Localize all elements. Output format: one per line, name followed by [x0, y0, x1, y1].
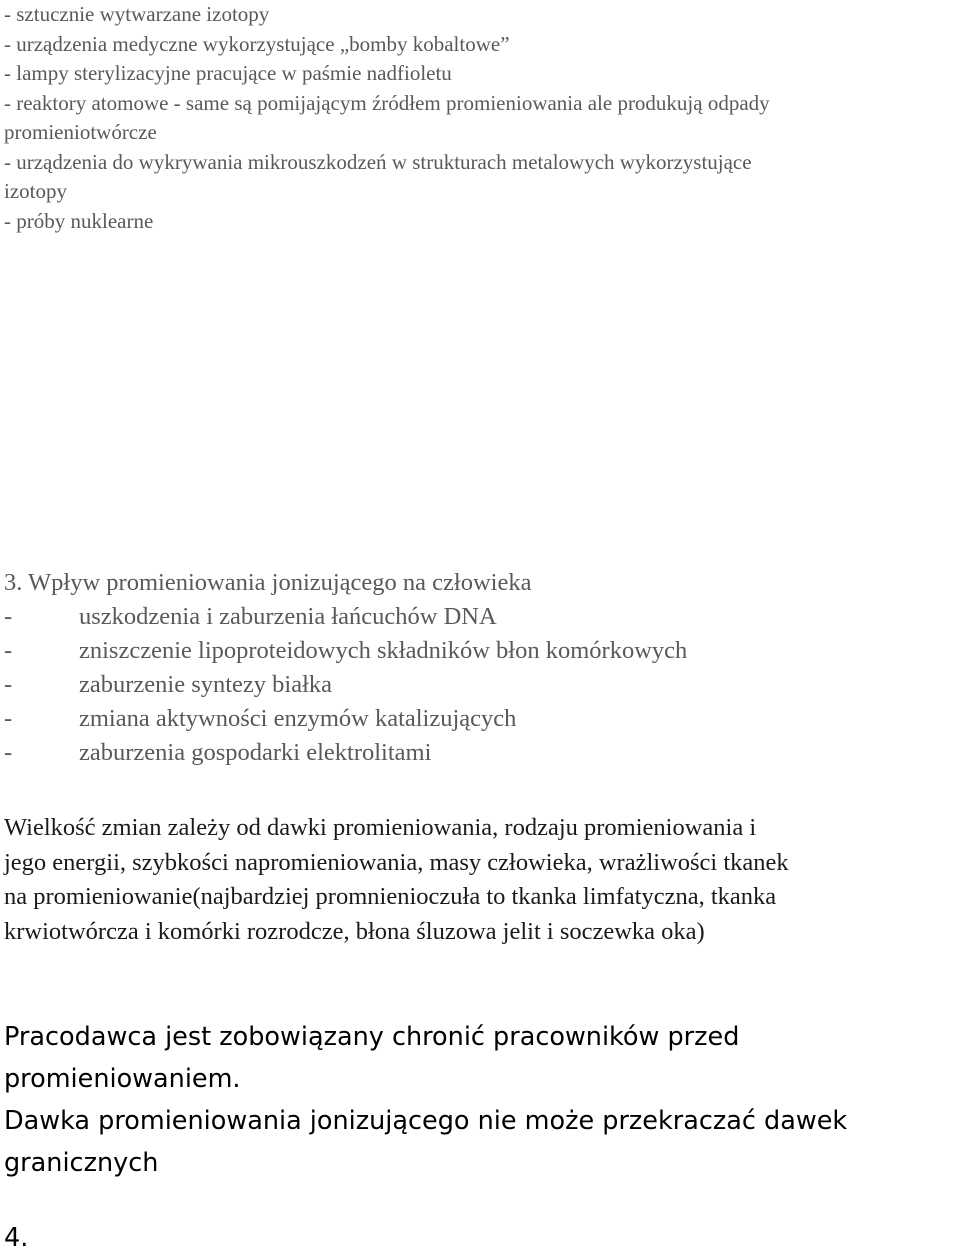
bullet-dash: -	[4, 671, 13, 698]
bullet-dash: -	[4, 603, 13, 630]
notice-line: Dawka promieniowania jonizującego nie może przekraczać dawek	[4, 1106, 848, 1136]
paragraph-line: jego energii, szybkości napromieniowania, masy człowieka, wrażliwości tkanek	[4, 848, 789, 876]
list-item: - próby nuklearne	[4, 208, 154, 233]
section-heading: 3. Wpływ promieniowania jonizującego na człowieka	[4, 569, 532, 596]
list-item: - reaktory atomowe - same są pomijającym źródłem promieniowania ale produkują odpady	[4, 90, 770, 115]
list-item: - sztucznie wytwarzane izotopy	[4, 2, 270, 26]
effect-item	[4, 668, 956, 702]
bullet-dash: -	[4, 739, 13, 766]
effect-item-text: zaburzenie syntezy białka	[79, 671, 333, 698]
employer-obligation-notice	[4, 1016, 956, 1184]
effect-item-text: zmiana aktywności enzymów katalizujących	[79, 705, 517, 732]
list-item-continuation: promieniotwórcze	[4, 120, 157, 144]
effect-item-text: zaburzenia gospodarki elektrolitami	[79, 739, 432, 766]
notice-line: granicznych	[4, 1148, 159, 1178]
effect-item	[4, 736, 956, 770]
bullet-dash: -	[4, 637, 13, 664]
list-item-continuation: izotopy	[4, 179, 67, 203]
effect-item	[4, 634, 956, 668]
impact-paragraph	[4, 811, 959, 949]
effect-item	[4, 600, 956, 634]
effect-item-text: zniszczenie lipoproteidowych składników błon komórkowych	[79, 637, 688, 664]
radiation-sources-list	[4, 0, 954, 236]
list-item: - lampy sterylizacyjne pracujące w paśmie nadfioletu	[4, 61, 452, 85]
list-item: - urządzenia medyczne wykorzystujące „bomby kobaltowe”	[4, 31, 510, 56]
section-3	[4, 566, 956, 770]
paragraph-line: krwiotwórcza i komórki rozrodcze, błona śluzowa jelit i soczewka oka)	[4, 917, 705, 945]
effect-item	[4, 702, 956, 736]
section-4-number: 4.	[4, 1223, 29, 1253]
notice-line: promieniowaniem.	[4, 1064, 241, 1094]
bullet-dash: -	[4, 705, 13, 732]
effect-item-text: uszkodzenia i zaburzenia łańcuchów DNA	[79, 603, 497, 630]
notice-line: Pracodawca jest zobowiązany chronić pracowników przed	[4, 1022, 740, 1052]
paragraph-line: na promieniowanie(najbardziej promnienioczuła to tkanka limfatyczna, tkanka	[4, 883, 777, 910]
paragraph-line: Wielkość zmian zależy od dawki promieniowania, rodzaju promieniowania i	[4, 814, 757, 841]
list-item: - urządzenia do wykrywania mikrouszkodzeń w strukturach metalowych wykorzystujące	[4, 149, 752, 174]
